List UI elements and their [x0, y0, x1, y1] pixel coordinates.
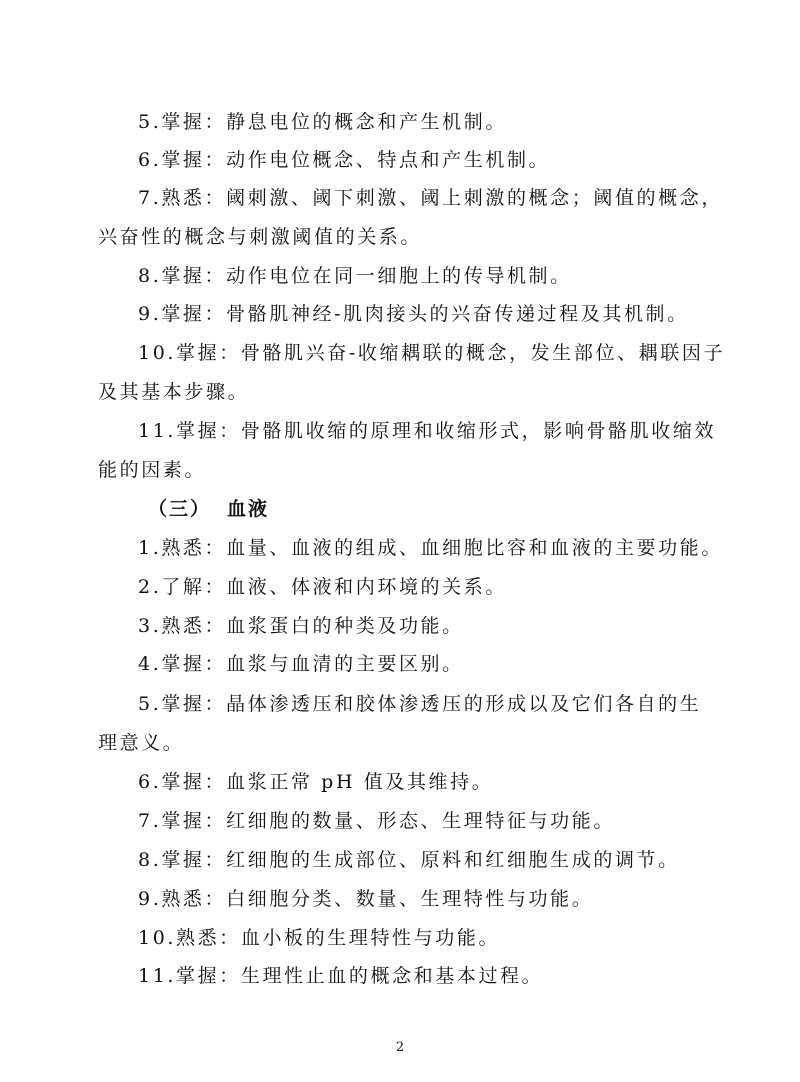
item-level: 掌握 — [161, 653, 205, 675]
item-number: 9. — [138, 303, 162, 325]
item-text: 骨骼肌神经-肌肉接头的兴奋传递过程及其机制。 — [226, 303, 689, 325]
item-text: 血量、血液的组成、血细胞比容和血液的主要功能。 — [226, 537, 723, 559]
item-level: 掌握 — [161, 849, 205, 871]
item-colon: ： — [219, 342, 241, 364]
item-colon: ： — [204, 653, 227, 675]
item-text: 生理性止血的概念和基本过程。 — [240, 965, 544, 987]
list-item — [138, 964, 543, 988]
list-item-continuation: 能的因素。 — [98, 459, 207, 481]
section-number: （三） — [148, 498, 212, 520]
section-title: 血液 — [227, 498, 270, 520]
item-number: 11. — [138, 965, 177, 987]
item-text: 红细胞的生成部位、原料和红细胞生成的调节。 — [226, 849, 680, 871]
item-level: 掌握 — [161, 771, 205, 793]
list-item — [138, 264, 572, 288]
list-item — [138, 148, 550, 172]
item-number: 7. — [138, 187, 162, 209]
item-colon: ： — [204, 111, 227, 133]
item-number: 2. — [138, 576, 162, 598]
item-text: 红细胞的数量、形态、生理特征与功能。 — [226, 810, 615, 832]
list-item — [138, 110, 507, 134]
item-colon: ： — [204, 149, 227, 171]
item-colon: ： — [204, 771, 227, 793]
item-colon: ： — [204, 849, 227, 871]
item-number: 6. — [138, 149, 162, 171]
item-level: 熟悉 — [161, 537, 205, 559]
item-text: 动作电位概念、特点和产生机制。 — [226, 149, 551, 171]
item-colon: ： — [204, 265, 227, 287]
item-level: 了解 — [161, 576, 205, 598]
item-colon: ： — [204, 888, 227, 910]
item-level: 熟悉 — [161, 615, 205, 637]
item-text: 血浆与血清的主要区别。 — [226, 653, 464, 675]
list-item-continuation: 及其基本步骤。 — [98, 381, 250, 403]
item-colon: ： — [204, 537, 227, 559]
item-number: 8. — [138, 849, 162, 871]
item-colon: ： — [204, 303, 227, 325]
item-number: 5. — [138, 693, 162, 715]
item-text: 骨骼肌收缩的原理和收缩形式，影响骨骼肌收缩效 — [240, 420, 717, 442]
item-level: 熟悉 — [161, 888, 205, 910]
item-number: 6. — [138, 771, 162, 793]
list-item — [138, 575, 507, 599]
item-level: 熟悉 — [161, 187, 205, 209]
list-item-continuation: 理意义。 — [98, 732, 185, 754]
item-colon: ： — [219, 965, 241, 987]
list-item — [138, 186, 723, 210]
item-number: 7. — [138, 810, 162, 832]
item-number: 10. — [138, 927, 177, 949]
list-item — [138, 419, 716, 443]
item-level: 掌握 — [161, 111, 205, 133]
item-level: 掌握 — [161, 265, 205, 287]
list-item — [138, 770, 493, 794]
list-item — [138, 614, 464, 638]
item-level: 熟悉 — [176, 927, 220, 949]
list-item — [138, 809, 615, 833]
item-text: 静息电位的概念和产生机制。 — [226, 111, 507, 133]
item-number: 8. — [138, 265, 162, 287]
item-level: 掌握 — [161, 303, 205, 325]
item-number: 3. — [138, 615, 162, 637]
item-level: 掌握 — [161, 693, 205, 715]
item-text: 血浆蛋白的种类及功能。 — [226, 615, 464, 637]
list-item — [138, 536, 723, 560]
list-item — [138, 692, 701, 716]
item-colon: ： — [204, 693, 227, 715]
item-text: 动作电位在同一细胞上的传导机制。 — [226, 265, 572, 287]
item-colon: ： — [219, 927, 241, 949]
list-item — [138, 926, 500, 950]
item-text: 骨骼肌兴奋-收缩耦联的概念，发生部位、耦联因子 — [240, 342, 726, 364]
item-level: 掌握 — [176, 342, 220, 364]
item-number: 1. — [138, 537, 162, 559]
list-item — [138, 887, 593, 911]
item-colon: ： — [219, 420, 241, 442]
section-heading — [148, 497, 269, 521]
item-level: 掌握 — [161, 810, 205, 832]
item-number: 4. — [138, 653, 162, 675]
item-text: 血浆正常 pH 值及其维持。 — [226, 771, 494, 793]
item-colon: ： — [204, 187, 227, 209]
item-text: 晶体渗透压和胶体渗透压的形成以及它们各自的生 — [226, 693, 702, 715]
list-item — [138, 652, 464, 676]
item-number: 10. — [138, 342, 177, 364]
list-item-continuation: 兴奋性的概念与刺激阈值的关系。 — [98, 226, 423, 248]
item-number: 9. — [138, 888, 162, 910]
page-number: 2 — [395, 1040, 405, 1055]
item-colon: ： — [204, 576, 227, 598]
list-item — [138, 302, 689, 326]
item-text: 白细胞分类、数量、生理特性与功能。 — [226, 888, 594, 910]
list-item — [138, 848, 680, 872]
item-colon: ： — [204, 810, 227, 832]
item-number: 11. — [138, 420, 177, 442]
item-level: 掌握 — [176, 965, 220, 987]
list-item — [138, 341, 725, 365]
item-colon: ： — [204, 615, 227, 637]
item-number: 5. — [138, 111, 162, 133]
item-level: 掌握 — [176, 420, 220, 442]
item-text: 阈刺激、阈下刺激、阈上刺激的概念；阈值的概念， — [226, 187, 723, 209]
item-text: 血小板的生理特性与功能。 — [240, 927, 501, 949]
item-text: 血液、体液和内环境的关系。 — [226, 576, 507, 598]
item-level: 掌握 — [161, 149, 205, 171]
